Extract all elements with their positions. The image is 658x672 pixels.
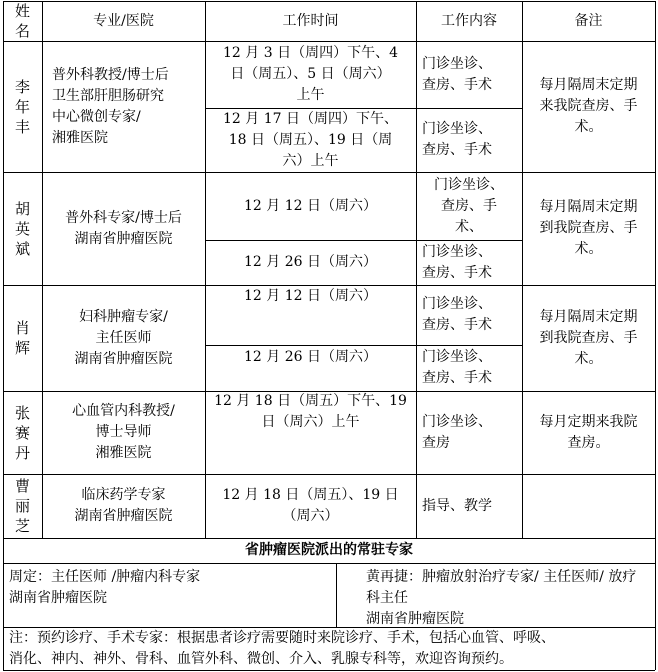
session-content: 门诊坐诊、 查房、手术 [422, 349, 492, 386]
header-specialty: 专业/医院 [93, 12, 154, 29]
header-content: 工作内容 [441, 12, 497, 29]
session-content: 门诊坐诊、 查房、手术 [422, 121, 492, 158]
session-time: 12 月 17 日（周四）下午、 18 日（周五）、19 日（周 六）上午 [223, 110, 398, 169]
header-remark: 备注 [574, 12, 603, 29]
session-time: 12 月 26 日（周六） [244, 348, 377, 365]
session-content: 指导、教学 [422, 497, 492, 514]
doctor-specialty: 心血管内科教授/ 博士导师 湘雅医院 [72, 403, 175, 461]
doctor-remark: 每月隔周末定期 到我院查房、手 术。 [539, 199, 638, 257]
header-name: 姓 名 [14, 2, 30, 40]
session-content: 门诊坐诊、 查房 [422, 413, 492, 451]
session-time: 12 月 12 日（周六） [244, 197, 377, 214]
session-content: 门诊坐诊、 查房、手术 [422, 55, 492, 93]
session-time: 12 月 18 日（周五）下午、19 日（周六）上午 [214, 393, 407, 430]
resident-section-title: 省肿瘤医院派出的常驻专家 [245, 542, 413, 558]
doctor-remark: 每月定期来我院 查房。 [539, 413, 638, 451]
session-time: 12 月 3 日（周四）下午、4 日（周五）、5 日（周六） 上午 [223, 45, 398, 103]
session-time: 12 月 26 日（周六） [244, 254, 377, 270]
session-content: 门诊坐诊、 查房、手术 [422, 296, 492, 333]
header-time: 工作时间 [282, 12, 339, 29]
doctor-specialty: 妇科肿瘤专家/ 主任医师 湖南省肿瘤医院 [74, 308, 173, 367]
doctor-remark: 每月隔周末定期 到我院查房、手 术。 [539, 308, 638, 367]
doctor-name: 肖 辉 [14, 319, 30, 357]
doctor-remark: 每月隔周末定期 来我院查房、手 术。 [539, 77, 638, 135]
resident-expert-right: 黄再捷：肿瘤放射治疗专家/ 主任医师/ 放疗 科主任 湖南省肿瘤医院 [366, 569, 637, 627]
footer-note: 注：预约诊疗、手术专家：根据患者诊疗需要随时来院诊疗、手术，包括心血管、呼吸、 消化、神内、神外、骨科、血管外科、微创、介入、乳腺专科等，欢迎咨询预约。 [9, 629, 555, 667]
doctor-name: 曹 丽 芝 [14, 477, 30, 535]
doctor-name: 胡 英 斌 [14, 199, 30, 258]
doctor-specialty: 临床药学专家 湖南省肿瘤医院 [74, 487, 173, 524]
doctor-specialty: 普外科专家/博士后 湖南省肿瘤医院 [65, 209, 182, 247]
doctor-name: 张 赛 丹 [14, 403, 30, 462]
doctor-specialty: 普外科教授/博士后 卫生部肝胆肠研究 中心微创专家/ 湘雅医院 [52, 66, 169, 146]
doctor-name: 李 年 丰 [14, 77, 30, 136]
session-time: 12 月 12 日（周六） [244, 287, 377, 304]
resident-expert-left: 周定：主任医师 /肿瘤内科专家 湖南省肿瘤医院 [9, 569, 201, 606]
session-content: 门诊坐诊、 查房、手 术、 [434, 176, 504, 235]
session-time: 12 月 18 日（周五）、19 日 （周六） [222, 487, 399, 524]
session-content: 门诊坐诊、 查房、手术 [422, 243, 492, 281]
doctor-remark [522, 474, 655, 538]
